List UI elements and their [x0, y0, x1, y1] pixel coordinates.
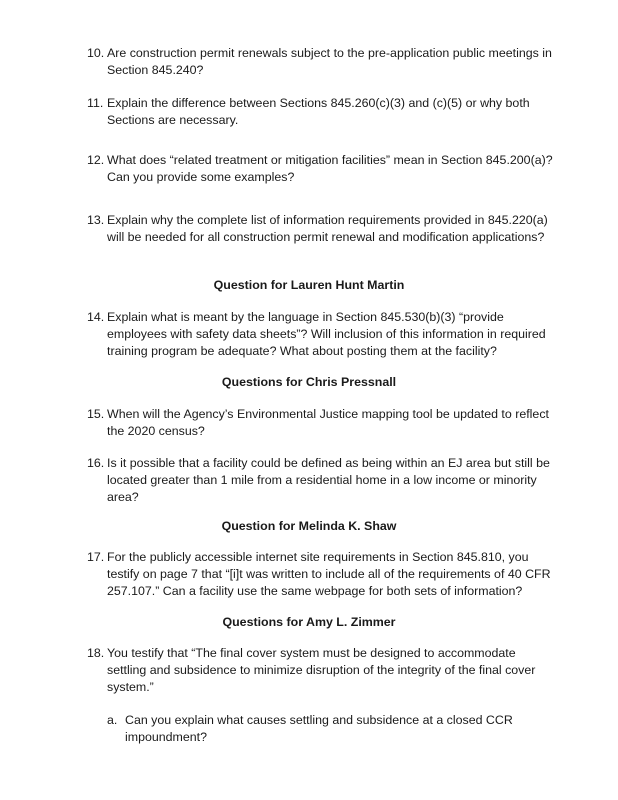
question-text: Are construction permit renewals subject to the pre-application public meetings in Section 845.240? — [107, 46, 552, 77]
sub-question-text: Can you explain what causes settling and subsidence at a closed CCR impoundment? — [125, 713, 513, 744]
question-16 — [87, 455, 557, 506]
question-12 — [87, 152, 557, 186]
question-number: 17. — [87, 550, 105, 564]
heading-melinda-k-shaw: Question for Melinda K. Shaw — [221, 519, 397, 533]
question-text: When will the Agency’s Environmental Justice mapping tool be updated to reflect the 2020 census? — [107, 407, 549, 438]
question-11 — [87, 95, 557, 129]
question-13 — [87, 212, 557, 246]
question-number: 10. — [87, 46, 105, 60]
question-number: 16. — [87, 456, 105, 470]
question-text: Explain why the complete list of information requirements provided in 845.220(a) will be needed for all construction permit renewal and modification applications? — [107, 213, 548, 244]
question-number: 13. — [87, 213, 105, 227]
question-text: You testify that “The final cover system must be designed to accommodate settling and subsidence to minimize disruption of the integrity of the final cover system.” — [107, 646, 536, 694]
question-number: 18. — [87, 646, 105, 660]
question-number: 11. — [87, 96, 104, 110]
question-text: What does “related treatment or mitigation facilities” mean in Section 845.200(a)? Can you provide some examples? — [107, 153, 553, 184]
question-text: For the publicly accessible internet site requirements in Section 845.810, you testify on page 7 that “[i]t was written to include all of the requirements of 40 CFR 257.107.” Can a facility use the same webpage for both sets of information? — [107, 550, 551, 598]
sub-question-18a — [107, 712, 547, 746]
question-text: Explain the difference between Sections 845.260(c)(3) and (c)(5) or why both Sections are necessary. — [107, 96, 530, 127]
question-10 — [87, 45, 557, 79]
question-number: 15. — [87, 407, 105, 421]
question-15 — [87, 406, 557, 440]
heading-amy-l-zimmer: Questions for Amy L. Zimmer — [222, 615, 396, 629]
heading-chris-pressnall: Questions for Chris Pressnall — [221, 375, 397, 389]
question-text: Is it possible that a facility could be defined as being within an EJ area but still be located greater than 1 mile from a residential home in a low income or minority area? — [107, 456, 550, 504]
question-number: 14. — [87, 310, 105, 324]
question-14 — [87, 309, 557, 360]
sub-question-label: a. — [107, 713, 118, 727]
question-text: Explain what is meant by the language in Section 845.530(b)(3) “provide employees with safety data sheets”? Will inclusion of this information in required training program be adequate? What about posting them at the facility? — [107, 310, 546, 358]
heading-lauren-hunt-martin: Question for Lauren Hunt Martin — [213, 278, 405, 292]
question-number: 12. — [87, 153, 105, 167]
question-18 — [87, 645, 557, 696]
question-17 — [87, 549, 557, 600]
